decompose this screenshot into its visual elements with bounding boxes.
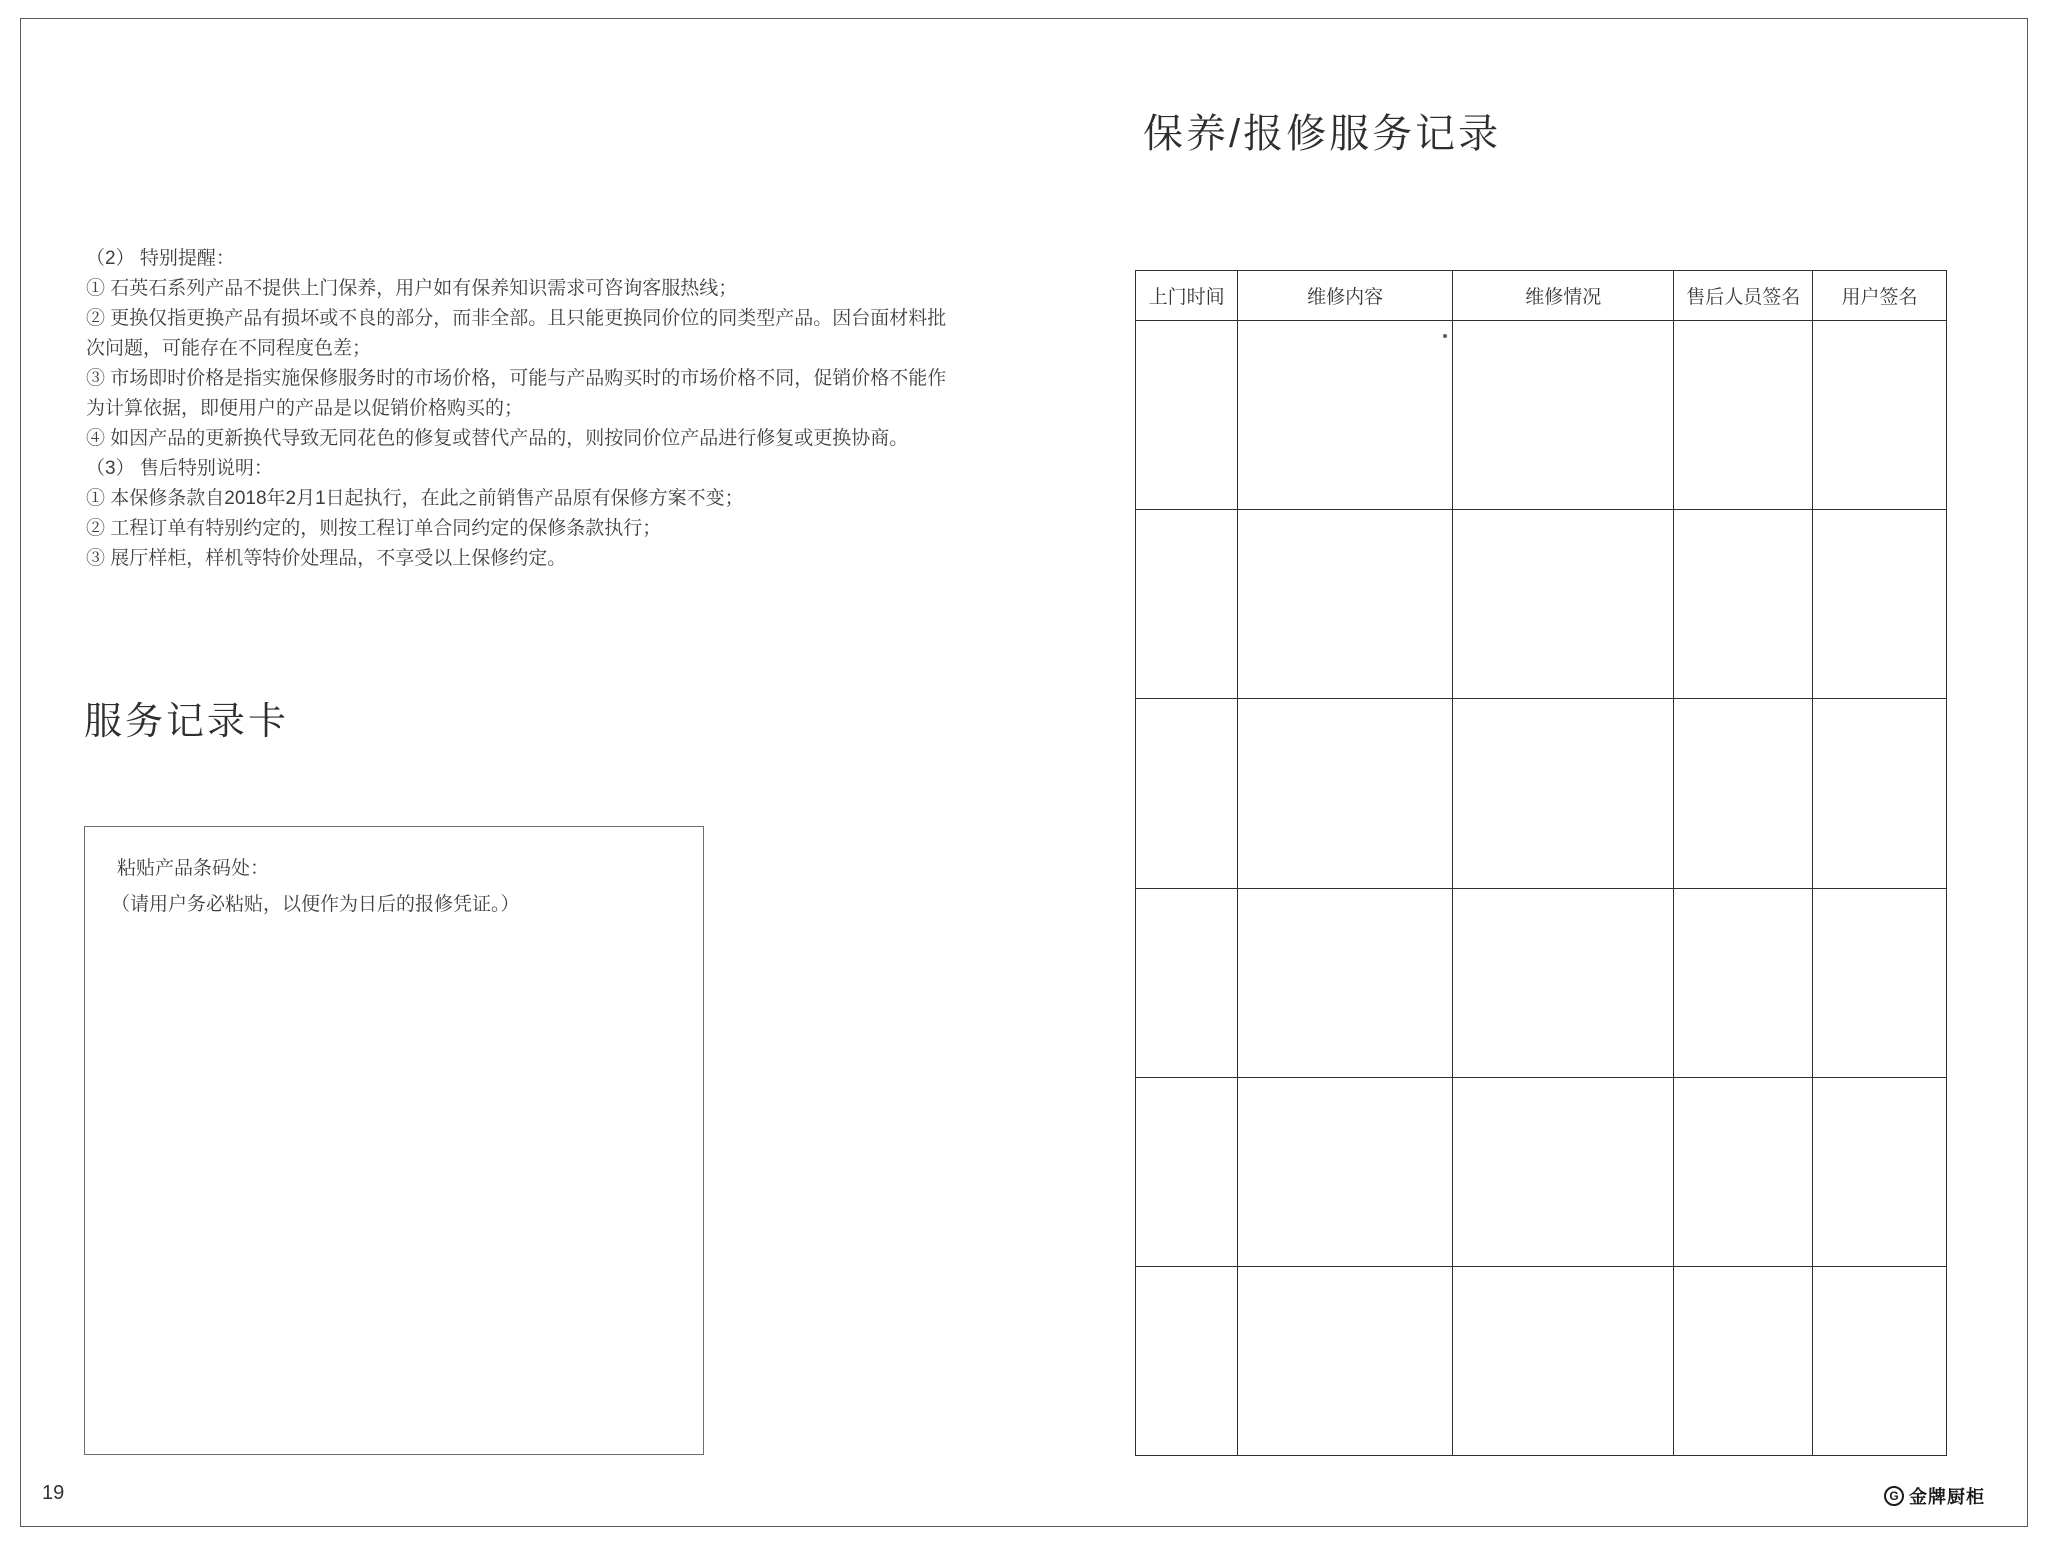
table-cell	[1136, 1078, 1238, 1267]
stray-dot-artifact	[1443, 334, 1447, 338]
table-cell	[1674, 1267, 1813, 1456]
table-cell	[1674, 1078, 1813, 1267]
table-cell	[1453, 889, 1674, 1078]
table-cell	[1136, 889, 1238, 1078]
column-header-visit-time: 上门时间	[1136, 271, 1238, 321]
table-cell	[1453, 1267, 1674, 1456]
table-cell	[1136, 510, 1238, 699]
table-cell	[1238, 510, 1453, 699]
column-header-user-signature: 用户签名	[1813, 271, 1947, 321]
note-line: ② 工程订单有特别约定的，则按工程订单合同约定的保修条款执行；	[86, 518, 662, 539]
barcode-box-note: （请用户务必粘贴，以便作为日后的报修凭证。）	[111, 894, 520, 915]
table-cell	[1813, 699, 1947, 888]
table-cell	[1674, 699, 1813, 888]
service-record-table	[1135, 270, 1947, 1456]
brand-g-icon: G	[1884, 1486, 1904, 1506]
table-cell	[1238, 1078, 1453, 1267]
table-cell	[1238, 321, 1453, 510]
table-cell	[1238, 889, 1453, 1078]
table-cell	[1813, 510, 1947, 699]
service-record-card-heading: 服务记录卡	[84, 701, 290, 743]
table-cell	[1674, 510, 1813, 699]
note-line: ① 石英石系列产品不提供上门保养，用户如有保养知识需求可咨询客服热线；	[86, 278, 738, 299]
column-header-repair-status: 维修情况	[1453, 271, 1674, 321]
table-cell	[1136, 1267, 1238, 1456]
table-cell	[1674, 889, 1813, 1078]
table-cell	[1674, 321, 1813, 510]
note-line: 次问题，可能存在不同程度色差；	[86, 338, 372, 359]
note-line: ④ 如因产品的更新换代导致无同花色的修复或替代产品的，则按同价位产品进行修复或更换协商。	[86, 428, 909, 449]
table-cell	[1453, 699, 1674, 888]
column-header-aftersales-signature: 售后人员签名	[1674, 271, 1813, 321]
note-line: ③ 展厅样柜，样机等特价处理品，不享受以上保修约定。	[86, 548, 567, 569]
table-cell	[1238, 1267, 1453, 1456]
table-cell	[1136, 699, 1238, 888]
note-line: （2） 特别提醒：	[86, 248, 235, 269]
table-cell	[1813, 889, 1947, 1078]
note-line: ② 更换仅指更换产品有损坏或不良的部分，而非全部。且只能更换同价位的同类型产品。因台面材料批	[86, 308, 947, 329]
table-cell	[1813, 321, 1947, 510]
note-line: ① 本保修条款自2018年2月1日起执行，在此之前销售产品原有保修方案不变；	[86, 488, 744, 509]
table-cell	[1238, 699, 1453, 888]
table-cell	[1453, 321, 1674, 510]
warranty-notes	[86, 244, 947, 574]
column-header-repair-content: 维修内容	[1238, 271, 1453, 321]
table-cell	[1813, 1078, 1947, 1267]
barcode-box-title: 粘贴产品条码处：	[117, 858, 270, 879]
note-line: 为计算依据，即便用户的产品是以促销价格购买的；	[86, 398, 524, 419]
brand-logo	[1884, 1483, 1985, 1509]
note-line: （3） 售后特别说明：	[86, 458, 273, 479]
table-cell	[1453, 510, 1674, 699]
maintenance-repair-record-heading: 保养/报修服务记录	[1143, 112, 1502, 156]
note-line: ③ 市场即时价格是指实施保修服务时的市场价格，可能与产品购买时的市场价格不同，促销价格不能作	[86, 368, 947, 389]
table-cell	[1136, 321, 1238, 510]
table-cell	[1453, 1078, 1674, 1267]
page-number: 19	[42, 1482, 65, 1504]
table-cell	[1813, 1267, 1947, 1456]
brand-name: 金牌厨柜	[1909, 1487, 1985, 1507]
barcode-paste-box	[84, 826, 704, 1455]
